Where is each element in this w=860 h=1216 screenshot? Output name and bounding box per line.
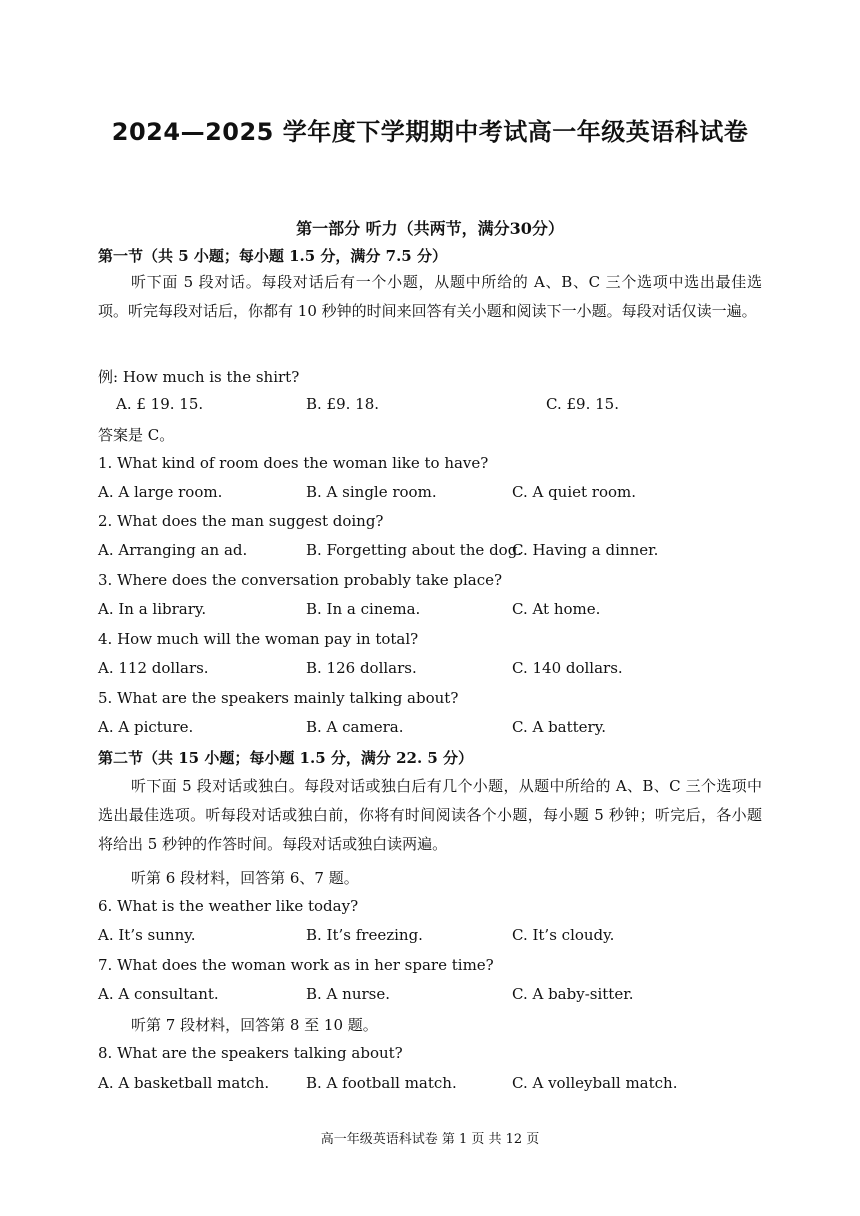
section1-instructions: 听下面 5 段对话。每段对话后有一个小题，从题中所给的 A、B、C 三个选项中选出最佳选项。听完每段对话后，你都有 10 秒钟的时间来回答有关小题和阅读下一小题。每段对话仅读一遍。	[98, 273, 762, 320]
question-3: 3. Where does the conversation probably take place?	[98, 571, 503, 589]
question-8-option-a: A. A basketball match.	[98, 1074, 270, 1092]
question-8-option-c: C. A volleyball match.	[512, 1074, 678, 1092]
question-4: 4. How much will the woman pay in total?	[98, 630, 419, 648]
part1-heading: 第一部分 听力（共两节，满分30分）	[296, 219, 564, 238]
section2-heading: 第二节（共 15 小题；每小题 1.5 分，满分 22. 5 分）	[98, 749, 474, 767]
question-3-option-c: C. At home.	[512, 600, 601, 618]
example-option-b: B. £9. 18.	[306, 395, 380, 413]
question-2: 2. What does the man suggest doing?	[98, 512, 384, 530]
question-1-option-a: A. A large room.	[98, 483, 223, 501]
section2-instructions: 听下面 5 段对话或独白。每段对话或独白后有几个小题，从题中所给的 A、B、C 三个选项中选出最佳选项。听每段对话或独白前，你将有时间阅读各个小题，每小题 5 秒钟；听完后，各小题将给出 5 秒钟的作答时间。每段对话或独白读两遍。	[98, 777, 762, 853]
question-2-option-b: B. Forgetting about the dog.	[306, 541, 523, 559]
question-7-option-c: C. A baby-sitter.	[512, 985, 634, 1003]
question-6-option-a: A. It’s sunny.	[98, 926, 196, 944]
material-7-note: 听第 7 段材料，回答第 8 至 10 题。	[131, 1016, 378, 1034]
question-2-option-c: C. Having a dinner.	[512, 541, 659, 559]
question-6: 6. What is the weather like today?	[98, 897, 359, 915]
question-7: 7. What does the woman work as in her spare time?	[98, 956, 494, 974]
example-answer: 答案是 C。	[98, 426, 175, 444]
material-6-note: 听第 6 段材料，回答第 6、7 题。	[131, 869, 359, 887]
example-question: 例: How much is the shirt?	[98, 368, 300, 386]
question-4-option-a: A. 112 dollars.	[98, 659, 209, 677]
question-8-option-b: B. A football match.	[306, 1074, 457, 1092]
question-5: 5. What are the speakers mainly talking about?	[98, 689, 459, 707]
question-1-option-b: B. A single room.	[306, 483, 437, 501]
question-5-option-b: B. A camera.	[306, 718, 404, 736]
question-8: 8. What are the speakers talking about?	[98, 1044, 403, 1062]
question-3-option-a: A. In a library.	[98, 600, 207, 618]
question-7-option-b: B. A nurse.	[306, 985, 390, 1003]
question-6-option-b: B. It’s freezing.	[306, 926, 423, 944]
section1-heading: 第一节（共 5 小题；每小题 1.5 分，满分 7.5 分）	[98, 247, 447, 265]
question-4-option-c: C. 140 dollars.	[512, 659, 623, 677]
page-footer: 高一年级英语科试卷 第 1 页 共 12 页	[320, 1132, 540, 1147]
example-option-a: A. £ 19. 15.	[116, 395, 204, 413]
question-5-option-a: A. A picture.	[98, 718, 194, 736]
question-2-option-a: A. Arranging an ad.	[98, 541, 248, 559]
question-3-option-b: B. In a cinema.	[306, 600, 421, 618]
question-5-option-c: C. A battery.	[512, 718, 606, 736]
example-option-c: C. £9. 15.	[546, 395, 619, 413]
question-4-option-b: B. 126 dollars.	[306, 659, 417, 677]
question-1: 1. What kind of room does the woman like to have?	[98, 454, 489, 472]
question-1-option-c: C. A quiet room.	[512, 483, 637, 501]
exam-title: 2024—2025 学年度下学期期中考试高一年级英语科试卷	[111, 118, 749, 146]
question-7-option-a: A. A consultant.	[98, 985, 219, 1003]
question-6-option-c: C. It’s cloudy.	[512, 926, 615, 944]
